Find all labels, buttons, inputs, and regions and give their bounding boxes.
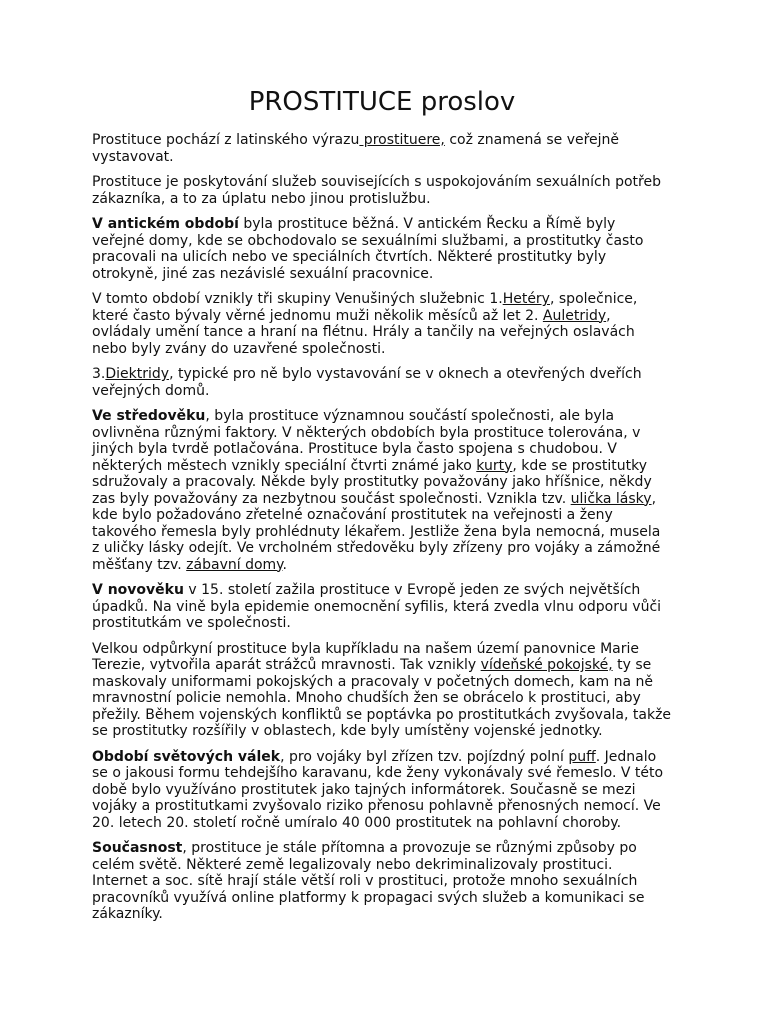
paragraph-diektridy (92, 366, 672, 399)
term-videnske-pokojske: vídeňské pokojské, (480, 657, 613, 673)
paragraph-maria-theresa (92, 641, 672, 740)
term-auletridy: Auletridy (542, 307, 607, 324)
paragraph-modern-era (92, 582, 672, 632)
paragraph-definition: Prostituce je poskytování služeb souvisejících s uspokojováním sexuálních potřeb zákazníka, a to za úplatu nebo jinou protislužbu. (92, 174, 661, 207)
term-hetery: Hetéry (502, 291, 550, 307)
term-prostituere: prostituere, (359, 132, 445, 148)
text: Prostituce pochází z latinského výrazu (92, 132, 360, 148)
paragraph-world-wars (92, 749, 672, 832)
text: , kde bylo požadováno zřetelné označování prostitutek na veřejnosti a ženy takového řemesla byly prohlédnuty lékařem. Jestliže žena byla nemocná, musela z uličky lásky odejít. Ve vrcholném středověku byly zřízeny pro vojáky a zámožné měšťany tzv. (92, 490, 661, 573)
paragraph-middle-ages (92, 408, 672, 573)
heading-world-wars: Období světových válek (92, 748, 281, 765)
text: V tomto období vznikly tři skupiny Venušiných služebnic 1. (92, 291, 503, 307)
text: což znamená se veřejně vystavovat. (92, 132, 620, 165)
heading-middle-ages: Ve středověku (92, 408, 206, 424)
term-zabavni-domy: zábavní domy (186, 556, 283, 573)
paragraph-antiquity (92, 216, 672, 282)
text: byla prostituce běžná. V antickém Řecku a Římě byly veřejné domy, kde se obchodovalo se sexuálními službami, a prostitutky často pracovali na ulicích nebo ve speciálních čtvrtích. Některé prostitutky byly otrokyně, jiné zas nezávislé sexuální pracovnice. (92, 216, 644, 282)
term-kurty: kurty (476, 457, 513, 474)
term-ulicka-lasky: ulička lásky (570, 490, 652, 507)
text: , pro vojáky byl zřízen tzv. pojízdný polní (280, 748, 569, 765)
paragraph-present (92, 840, 672, 923)
paragraph-groups (92, 291, 672, 357)
paragraph-origin (92, 132, 672, 165)
text: 3. (92, 366, 106, 382)
document-title: PROSTITUCE proslov (248, 87, 516, 117)
heading-present: Současnost (92, 840, 183, 856)
text: Velkou odpůrkyní prostituce byla kupříkladu na našem území panovnice Marie Terezie, vytvořila aparát strážců mravnosti. Tak vznikly (92, 640, 640, 673)
text: . Jednalo se o jakousi formu tehdejšího karavanu, kde ženy vykonávaly své řemeslo. V této době bylo využíváno prostitutek jako tajných informátorek. Současně se mezi vojáky a prostitutkami zvyšovalo riziko přenosu pohlavně přenosných nemocí. Ve 20. letech 20. století ročně umíralo 40 000 prostitutek na pohlavní choroby. (92, 748, 664, 831)
text: , společnice, které často bývaly věrné jednomu muži několik měsíců až let 2. (92, 291, 638, 324)
text: v 15. století zažila prostituce v Evropě jeden ze svých největších úpadků. Na vině byla epidemie onemocnění syfilis, která zvedla vlnu odporu vůči prostitutkám ve společnosti. (92, 582, 662, 631)
text: , kde se prostitutky sdružovaly a pracovaly. Někde byly prostitutky považovány jako hříšnice, někdy zas byly považovány za nezbytnou součást společnosti. Vznikla tzv. (92, 457, 652, 507)
heading-modern-era: V novověku (92, 582, 184, 598)
text: . (282, 556, 287, 573)
term-diektridy: Diektridy (105, 366, 170, 382)
heading-antiquity: V antickém období (92, 216, 239, 232)
text: , ovládaly umění tance a hraní na flétnu. Hrály a tančily na veřejných oslavách nebo byly zvány do uzavřené společnosti. (92, 307, 635, 357)
text: ty se maskovaly uniformami pokojských a pracovaly v početných domech, kam na ně mravnostní policie nemohla. Mnoho chudších žen se obrácelo k prostituci, aby přežily. Během vojenských konfliktů se poptávka po prostitutkách zvyšovala, takže se prostitutky rozšířily v oblastech, kde byly umístěny vojenské jednotky. (92, 657, 672, 739)
term-puff: puff (568, 748, 596, 765)
text: , typické pro ně bylo vystavování se v oknech a otevřených dveřích veřejných domů. (92, 366, 642, 399)
text: , byla prostituce významnou součástí společnosti, ale byla ovlivněna různými faktory. V některých obdobích byla prostituce tolerována, v jiných byla tvrdě potlačována. Prostituce byla často spojena s chudobou. V některých městech vznikly speciální čtvrti známé jako (92, 408, 641, 474)
text: , prostituce je stále přítomna a provozuje se různými způsoby po celém světě. Některé země legalizovaly nebo dekriminalizovaly prostituci. Internet a soc. sítě hrají stále větší roli v prostituci, protože mnoho sexuálních pracovníků využívá online platformy k propagaci svých služeb a komunikaci se zákazníky. (92, 840, 645, 922)
